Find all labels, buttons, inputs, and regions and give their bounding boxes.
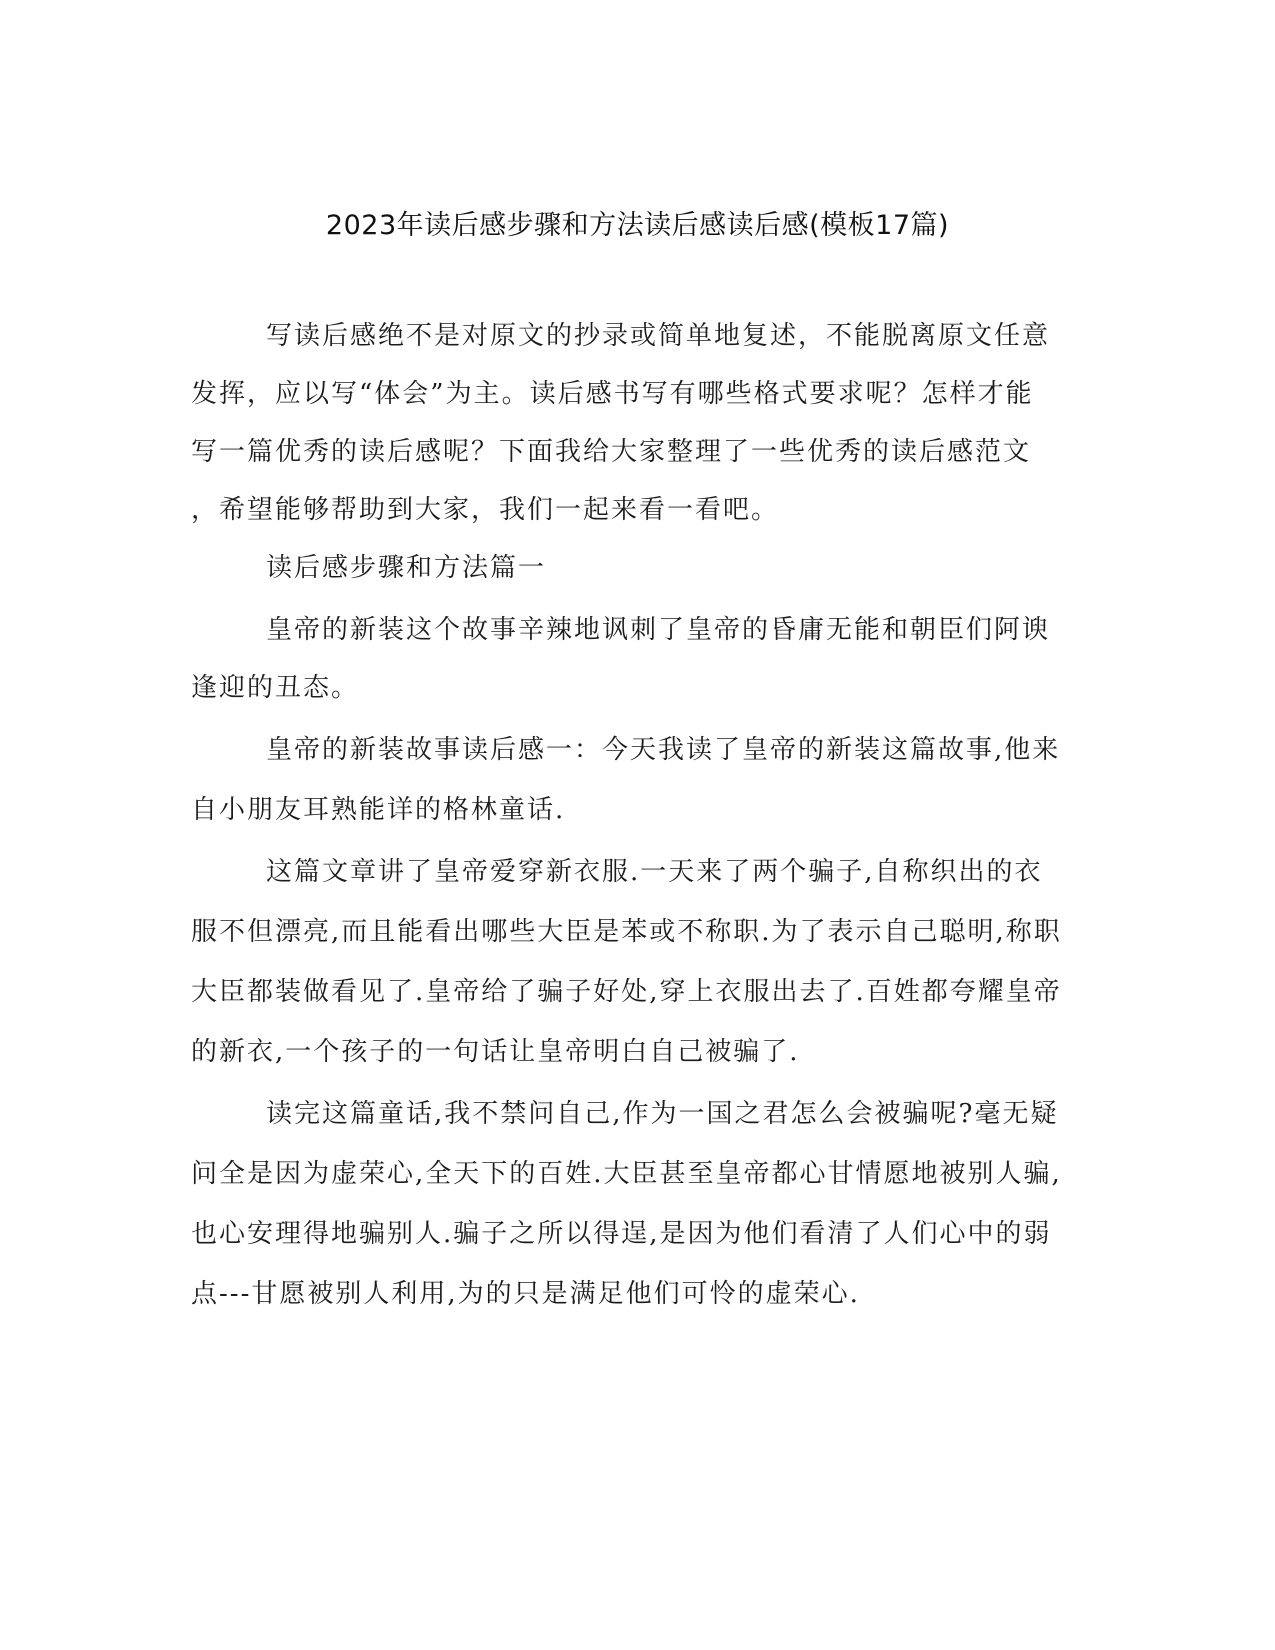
section-heading: 读后感步骤和方法篇一: [266, 553, 547, 583]
paragraph-line: 写一篇优秀的读后感呢？下面我给大家整理了一些优秀的读后感范文: [191, 437, 1032, 467]
paragraph-line: 大臣都装做看见了.皇帝给了骗子好处,穿上衣服出去了.百姓都夸耀皇帝: [191, 977, 1062, 1007]
document-title: 2023年读后感步骤和方法读后感读后感(模板17篇): [325, 210, 950, 241]
paragraph-line: 也心安理得地骗别人.骗子之所以得逞,是因为他们看清了人们心中的弱: [191, 1219, 1052, 1249]
paragraph-line: 读完这篇童话,我不禁问自己,作为一国之君怎么会被骗呢?毫无疑: [266, 1099, 1059, 1129]
paragraph-line: 点---甘愿被别人利用,为的只是满足他们可怜的虚荣心.: [191, 1279, 860, 1309]
paragraph-line: ，希望能够帮助到大家，我们一起来看一看吧。: [191, 495, 780, 525]
paragraph-line: 自小朋友耳熟能详的格林童话.: [191, 795, 566, 825]
paragraph-line: 服不但漂亮,而且能看出哪些大臣是苯或不称职.为了表示自己聪明,称职: [191, 917, 1062, 947]
paragraph-line: 这篇文章讲了皇帝爱穿新衣服.一天来了两个骗子,自称织出的衣: [266, 857, 1043, 887]
paragraph-line: 逢迎的丑态。: [191, 673, 360, 703]
paragraph-line: 发挥，应以写“体会”为主。读后感书写有哪些格式要求呢？怎样才能: [191, 379, 1034, 409]
paragraph-line: 皇帝的新装这个故事辛辣地讽刺了皇帝的昏庸无能和朝臣们阿谀: [266, 615, 1051, 645]
paragraph-line: 问全是因为虚荣心,全天下的百姓.大臣甚至皇帝都心甘情愿地被别人骗,: [191, 1159, 1062, 1189]
paragraph-line: 的新衣,一个孩子的一句话让皇帝明白自己被骗了.: [191, 1037, 800, 1067]
paragraph-line: 写读后感绝不是对原文的抄录或简单地复述，不能脱离原文任意: [266, 321, 1051, 351]
paragraph-line: 皇帝的新装故事读后感一：今天我读了皇帝的新装这篇故事,他来: [266, 735, 1061, 765]
